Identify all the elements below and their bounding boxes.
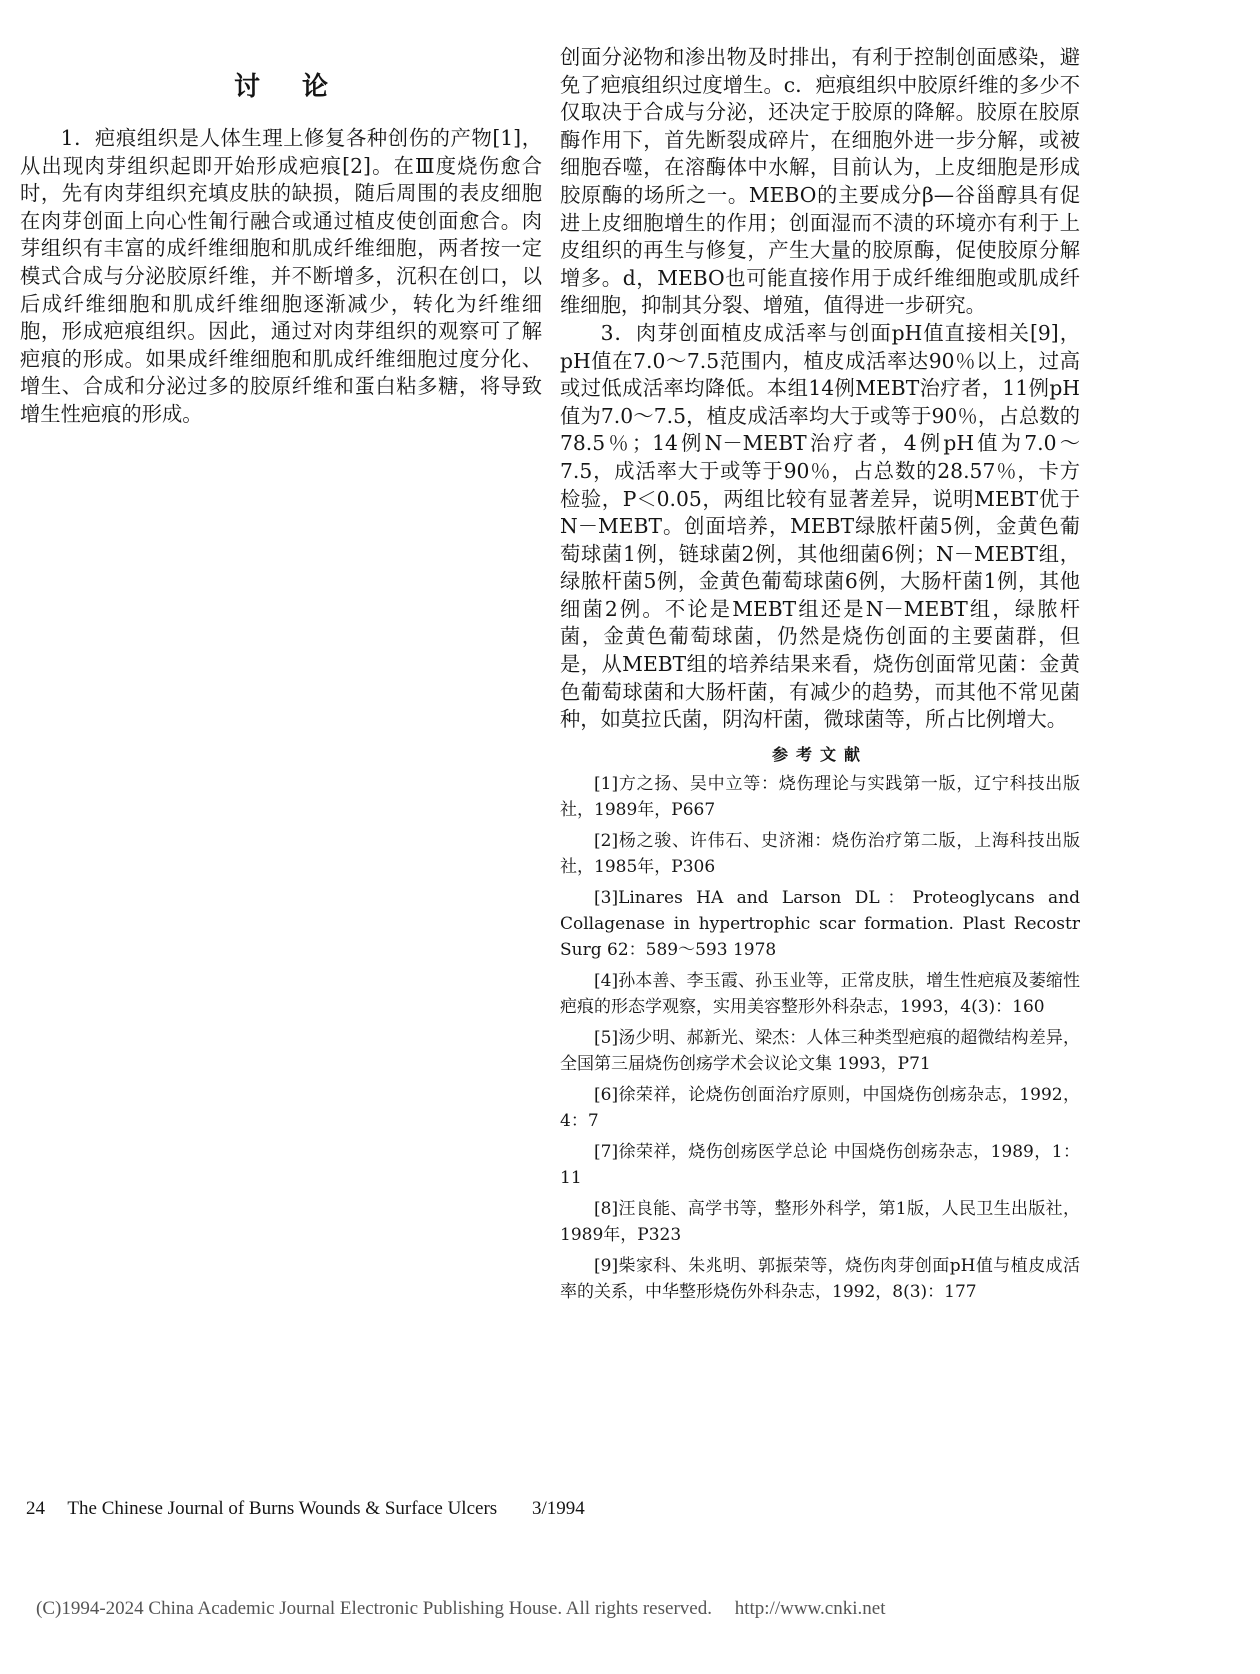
reference-item: [6]徐荣祥，论烧伤创面治疗原则，中国烧伤创疡杂志，1992，4：7 (560, 1084, 1080, 1131)
body-paragraph: 创面分泌物和渗出物及时排出，有利于控制创面感染，避免了疤痕组织过度增生。c．疤痕组织中胶原纤维的多少不仅取决于合成与分泌，还决定于胶原的降解。胶原在胶原酶作用下，首先断裂成碎片，在细胞外进一步分解，或被细胞吞噬，在溶酶体中水解，目前认为，上皮细胞是形成胶原酶的场所之一。MEBO的主要成分β—谷甾醇具有促进上皮细胞增生的作用；创面湿而不渍的环境亦有利于上皮组织的再生与修复，产生大量的胶原酶，促使胶原分解增多。d，MEBO也可能直接作用于成纤维细胞或肌成纤维细胞，抑制其分裂、增殖，值得进一步研究。 (560, 45, 1080, 318)
copyright-url: http://www.cnki.net (734, 1598, 886, 1619)
reference-item: [9]柴家科、朱兆明、郭振荣等，烧伤肉芽创面pH值与植皮成活率的关系，中华整形烧伤外科杂志，1992，8(3)：177 (560, 1255, 1080, 1302)
copyright-text: (C)1994-2024 China Academic Journal Electronic Publishing House. All rights reserved. (36, 1598, 712, 1619)
reference-item: [7]徐荣祥，烧伤创疡医学总论 中国烧伤创疡杂志，1989，1：11 (560, 1141, 1080, 1188)
journal-name: The Chinese Journal of Burns Wounds & Surface Ulcers (67, 1498, 498, 1519)
body-paragraph: 3．肉芽创面植皮成活率与创面pH值直接相关[9]，pH值在7.0～7.5范围内，植皮成活率达90％以上，过高或过低成活率均降低。本组14例MEBT治疗者，11例pH值为7.0～7.5，植皮成活率均大于或等于90％，占总数的78.5％；14例N－MEBT治疗者，4例pH值为7.0～7.5，成活率大于或等于90％，占总数的28.57％，卡方检验，P＜0.05，两组比较有显著差异，说明MEBT优于N－MEBT。创面培养，MEBT绿脓杆菌5例，金黄色葡萄球菌1例，链球菌2例，其他细菌6例；N－MEBT组，绿脓杆菌5例，金黄色葡萄球菌6例，大肠杆菌1例，其他细菌2例。不论是MEBT组还是N－MEBT组，绿脓杆菌，金黄色葡萄球菌，仍然是烧伤创面的主要菌群，但是，从MEBT组的培养结果来看，烧伤创面常见菌：金黄色葡萄球菌和大肠杆菌，有减少的趋势，而其他不常见菌种，如莫拉氏菌，阴沟杆菌，微球菌等，所占比例增大。 (560, 320, 1080, 732)
reference-item: [4]孙本善、李玉霞、孙玉业等，正常皮肤，增生性疤痕及萎缩性疤痕的形态学观察，实用美容整形外科杂志，1993，4(3)：160 (560, 970, 1080, 1017)
reference-list (560, 771, 1080, 1305)
issue-number: 3/1994 (531, 1498, 585, 1519)
section-title: 讨论 (233, 72, 370, 102)
page-number: 24 (26, 1498, 45, 1519)
left-column (20, 62, 542, 429)
references-heading: 参考文献 (771, 744, 868, 764)
right-column (560, 44, 1080, 1310)
reference-item: [3]Linares HA and Larson DL：Proteoglycans and Collagenase in hypertrophic scar formation. Plast Recostr Surg 62：589～593 1978 (560, 887, 1080, 960)
reference-item: [5]汤少明、郝新光、梁杰：人体三种类型疤痕的超微结构差异，全国第三届烧伤创疡学术会议论文集 1993，P71 (560, 1027, 1080, 1074)
copyright-notice (36, 1598, 885, 1620)
reference-item: [2]杨之骏、许伟石、史济湘：烧伤治疗第二版，上海科技出版社，1985年，P306 (560, 830, 1080, 877)
body-paragraph: 1．疤痕组织是人体生理上修复各种创伤的产物[1]，从出现肉芽组织起即开始形成疤痕[2]。在Ⅲ度烧伤愈合时，先有肉芽组织充填皮肤的缺损，随后周围的表皮细胞在肉芽创面上向心性匍行融合或通过植皮使创面愈合。肉芽组织有丰富的成纤维细胞和肌成纤维细胞，两者按一定模式合成与分泌胶原纤维，并不断增多，沉积在创口，以后成纤维细胞和肌成纤维细胞逐渐减少，转化为纤维细胞，形成疤痕组织。因此，通过对肉芽组织的观察可了解疤痕的形成。如果成纤维细胞和肌成纤维细胞过度分化、增生、合成和分泌过多的胶原纤维和蛋白粘多糖，将导致增生性疤痕的形成。 (20, 126, 542, 426)
page-footer (26, 1498, 585, 1520)
reference-item: [1]方之扬、吴中立等：烧伤理论与实践第一版，辽宁科技出版社，1989年，P667 (560, 773, 1080, 820)
reference-item: [8]汪良能、高学书等，整形外科学，第1版，人民卫生出版社，1989年，P323 (560, 1198, 1080, 1245)
